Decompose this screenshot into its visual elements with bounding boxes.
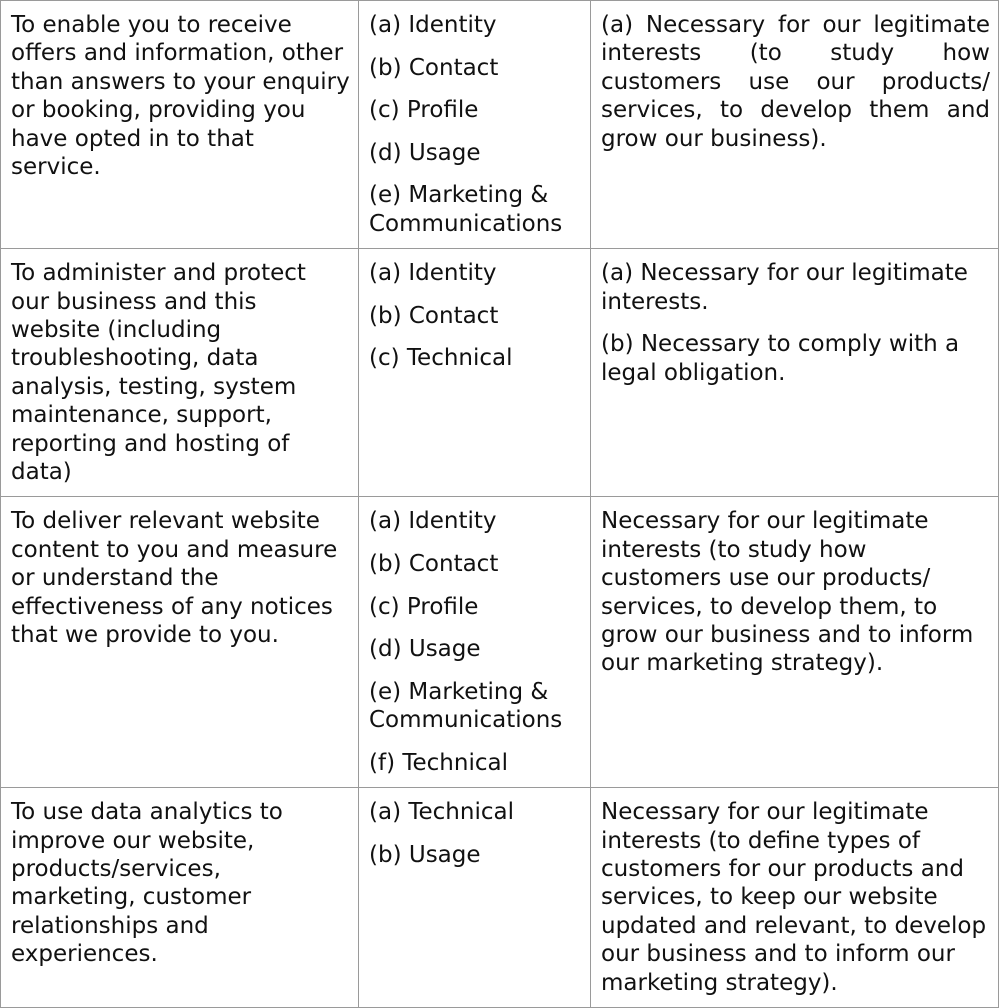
table-row bbox=[1, 1, 999, 249]
purpose-activity-text: To deliver relevant website content to you and measure or understand the effectiveness of any notices that we provide to you. bbox=[11, 508, 338, 649]
lawful-basis-text: (a) Necessary for our legitimate interests (to study how customers use our products/ services, to develop them and grow our business). bbox=[601, 12, 990, 152]
data-type-item: (b) Contact bbox=[369, 302, 499, 329]
table-row bbox=[1, 249, 999, 497]
data-type-item: (b) Usage bbox=[369, 841, 481, 868]
purpose-activity-text: To enable you to receive offers and information, other than answers to your enquiry or booking, providing you have opted in to that service. bbox=[11, 12, 350, 181]
data-type-item: (c) Profile bbox=[369, 97, 479, 124]
lawful-basis-text: (a) Necessary for our legitimate interests. bbox=[601, 260, 968, 315]
data-type-item: (a) Identity bbox=[369, 260, 497, 287]
purpose-activity-cell bbox=[1, 497, 359, 788]
purpose-activity-text: To administer and protect our business and this website (including troubleshooting, data analysis, testing, system maintenance, support, reporting and hosting of data) bbox=[11, 260, 306, 486]
data-type-item: (b) Contact bbox=[369, 551, 499, 578]
data-type-item: (a) Identity bbox=[369, 508, 497, 535]
lawful-basis-cell bbox=[591, 497, 999, 788]
purpose-activity-cell bbox=[1, 1, 359, 249]
data-type-cell bbox=[359, 497, 591, 788]
table-row bbox=[1, 788, 999, 1008]
data-type-item: (b) Contact bbox=[369, 54, 499, 81]
lawful-basis-text: (b) Necessary to comply with a legal obligation. bbox=[601, 331, 960, 386]
data-type-item: (f) Technical bbox=[369, 749, 508, 776]
data-type-cell bbox=[359, 788, 591, 1008]
data-type-cell bbox=[359, 1, 591, 249]
lawful-basis-cell bbox=[591, 1, 999, 249]
data-type-cell bbox=[359, 249, 591, 497]
purpose-activity-cell bbox=[1, 788, 359, 1008]
lawful-basis-cell bbox=[591, 788, 999, 1008]
data-type-item: (d) Usage bbox=[369, 636, 481, 663]
lawful-basis-text: Necessary for our legitimate interests (to define types of customers for our products and services, to keep our website updated and relevant, to develop our business and to inform our marketing strategy). bbox=[601, 799, 987, 996]
data-type-item: (a) Technical bbox=[369, 799, 514, 826]
table-row bbox=[1, 497, 999, 788]
data-type-item: (e) Marketing & Communications bbox=[369, 182, 563, 237]
lawful-basis-text: Necessary for our legitimate interests (to study how customers use our products/ services, to develop them, to grow our business and to inform our marketing strategy). bbox=[601, 508, 974, 677]
purpose-activity-cell bbox=[1, 249, 359, 497]
data-type-item: (e) Marketing & Communications bbox=[369, 678, 563, 734]
data-type-item: (a) Identity bbox=[369, 12, 497, 38]
data-type-item: (d) Usage bbox=[369, 139, 481, 166]
lawful-basis-cell bbox=[591, 249, 999, 497]
data-type-item: (c) Profile bbox=[369, 593, 479, 620]
data-type-item: (c) Technical bbox=[369, 345, 513, 372]
purpose-activity-text: To use data analytics to improve our website, products/services, marketing, customer relationships and experiences. bbox=[11, 799, 283, 968]
